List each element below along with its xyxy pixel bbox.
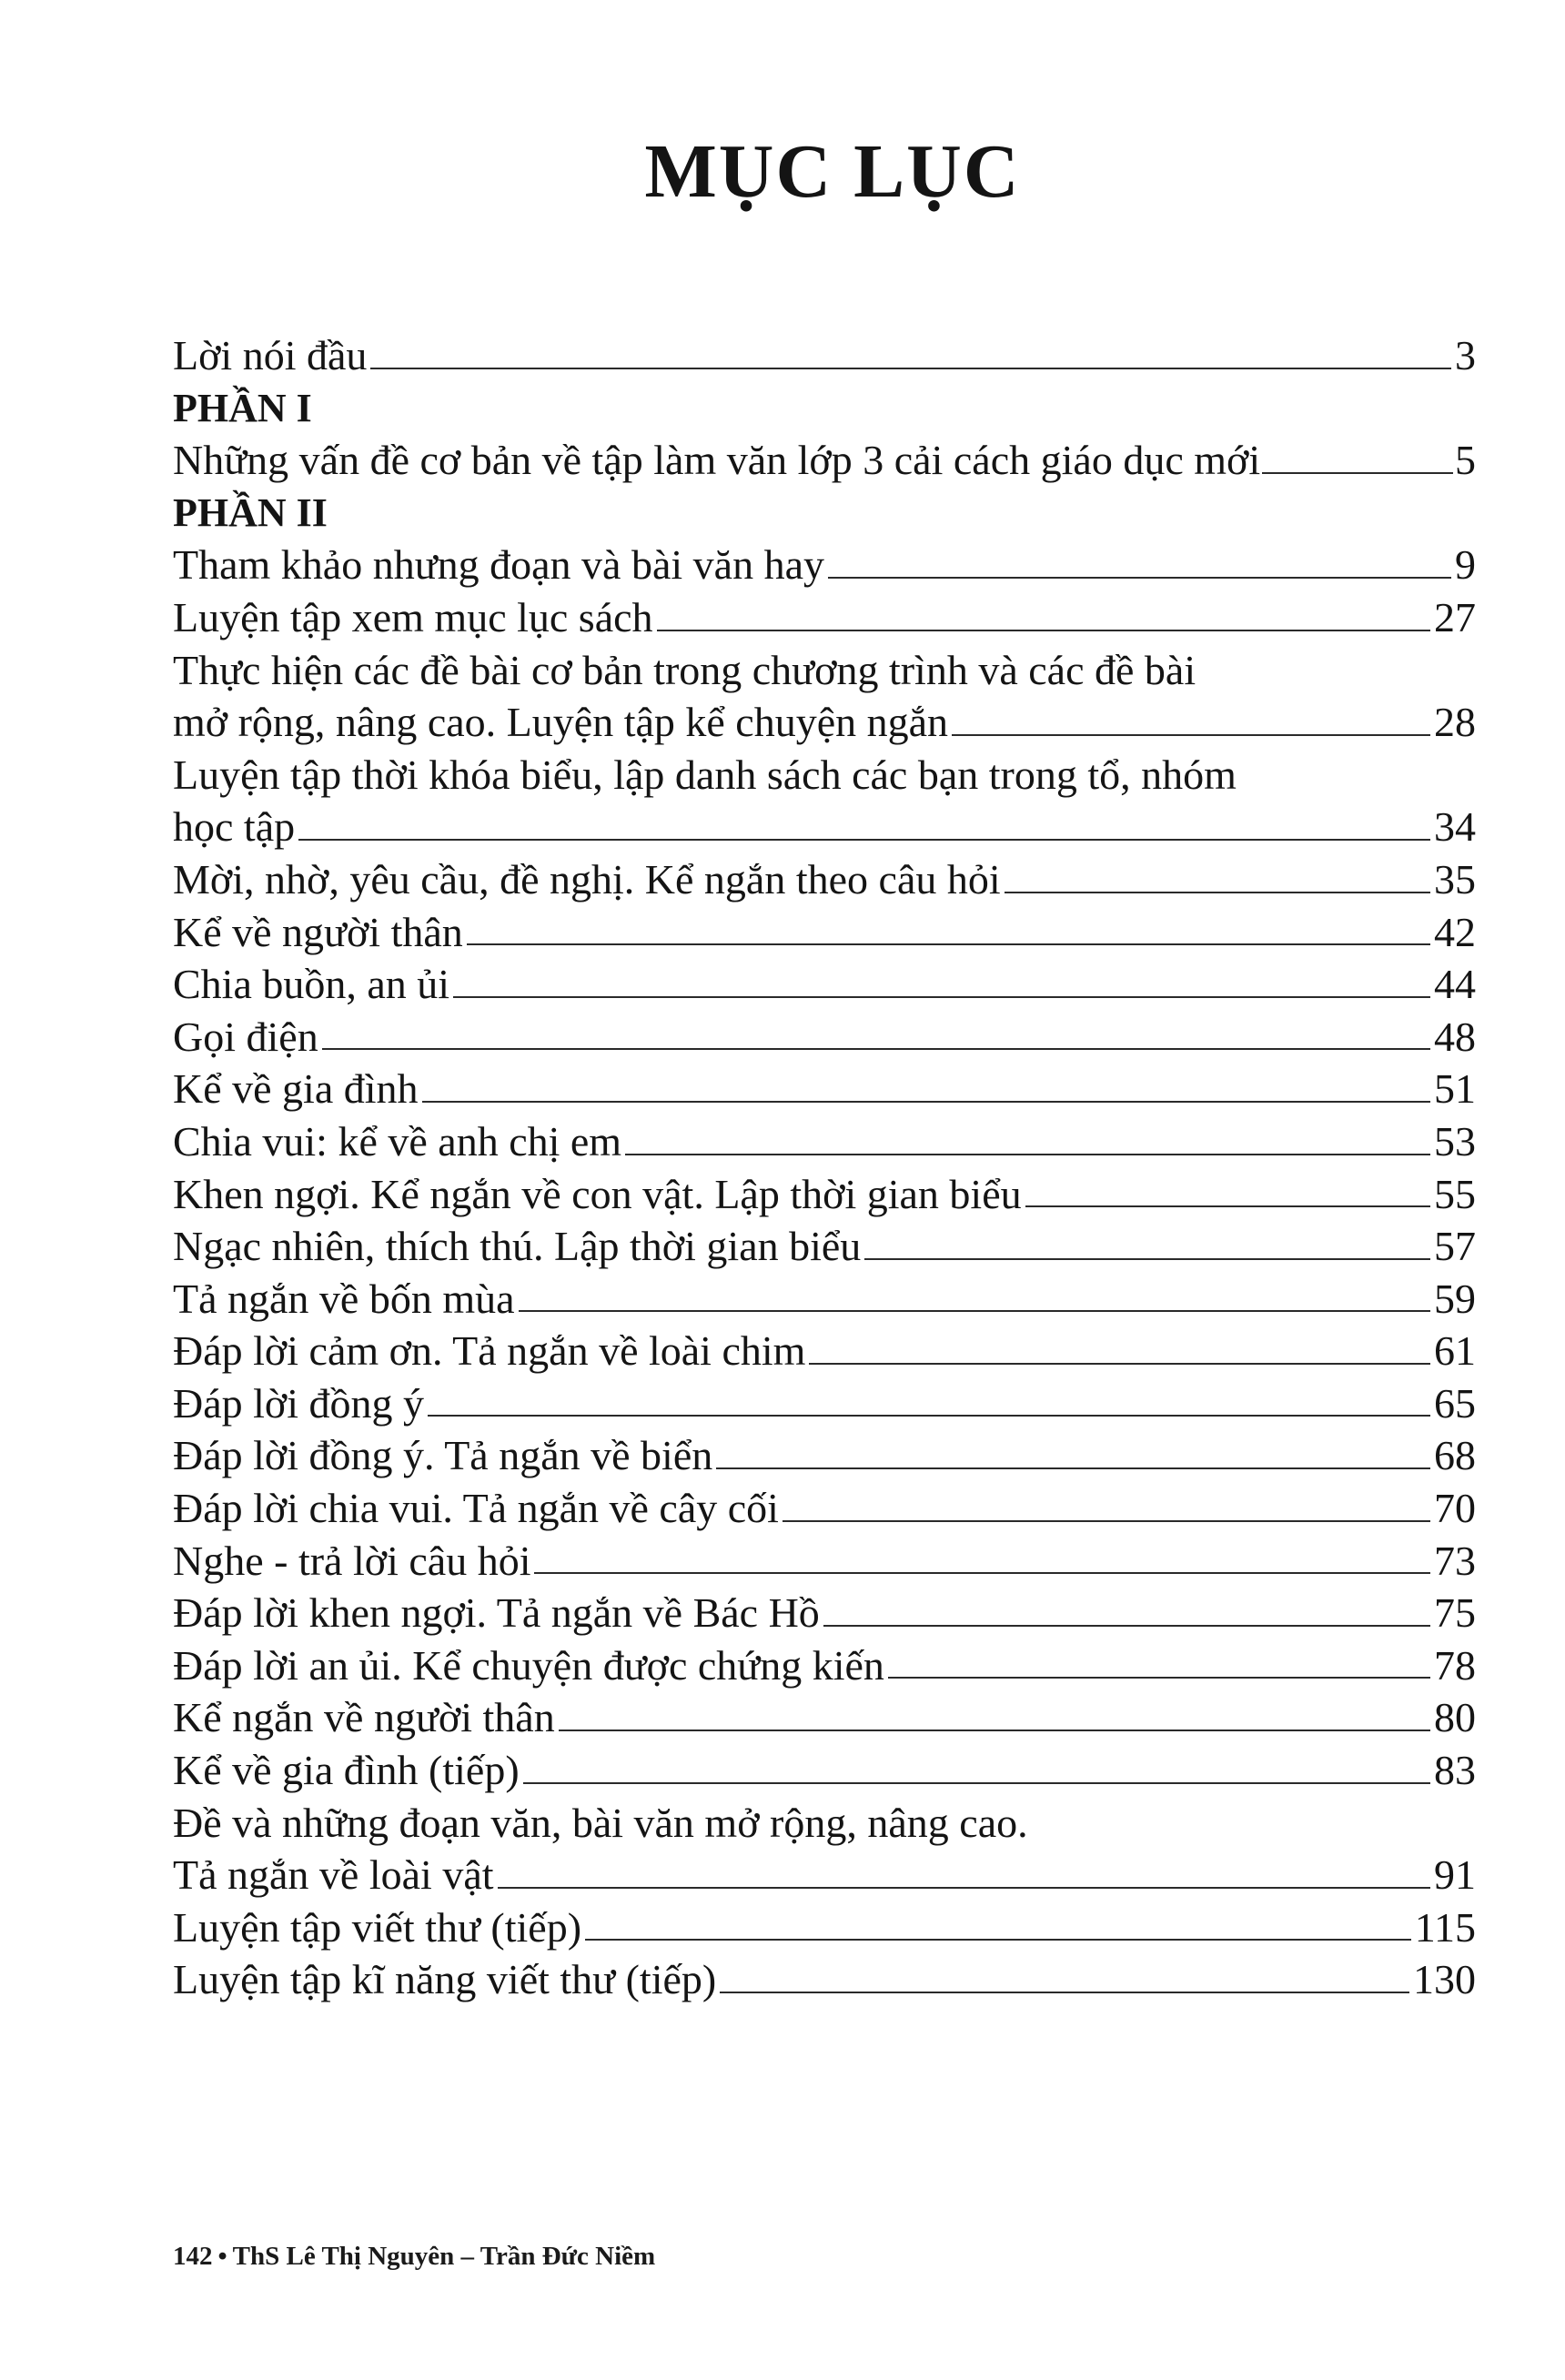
- toc-entry: [173, 1953, 1476, 2006]
- toc-entry-page: 28: [1434, 699, 1476, 746]
- toc-entry-page: 80: [1434, 1694, 1476, 1741]
- toc-entry-label: Kể về người thân: [173, 908, 463, 955]
- toc-entry: [173, 539, 1476, 591]
- toc-entry: [173, 434, 1476, 487]
- toc-entry-page: 68: [1434, 1432, 1476, 1479]
- toc-entry: [173, 801, 1476, 853]
- leader-line: [453, 996, 1430, 998]
- toc-entry-label: Kể về gia đình (tiếp): [173, 1747, 520, 1794]
- toc-entry: [173, 1168, 1476, 1221]
- toc-entry-page: 48: [1434, 1013, 1476, 1060]
- toc-entry-page: 70: [1434, 1485, 1476, 1532]
- toc-entry-label: Đáp lời đồng ý. Tả ngắn về biển: [173, 1432, 713, 1479]
- toc-entry-page: 83: [1434, 1747, 1476, 1794]
- leader-line: [523, 1782, 1430, 1784]
- leader-line: [370, 368, 1451, 369]
- toc-section-heading: [173, 382, 1476, 435]
- table-of-contents: [173, 329, 1476, 2006]
- toc-entry: [173, 1639, 1476, 1692]
- toc-entry-label: Gọi điện: [173, 1013, 318, 1060]
- leader-line: [888, 1677, 1430, 1679]
- toc-entry: [173, 591, 1476, 644]
- leader-line: [422, 1101, 1430, 1103]
- section-label: PHẦN I: [173, 385, 312, 430]
- toc-entry-label: mở rộng, nâng cao. Luyện tập kể chuyện ngắn: [173, 699, 949, 746]
- toc-entry-page: 3: [1455, 332, 1476, 378]
- leader-line: [720, 1992, 1409, 1993]
- toc-entry: [173, 1587, 1476, 1639]
- toc-entry-page: 75: [1434, 1589, 1476, 1637]
- leader-line: [716, 1467, 1430, 1469]
- toc-entry: [173, 853, 1476, 906]
- toc-entry-label: Nghe - trả lời câu hỏi: [173, 1537, 531, 1584]
- leader-line: [498, 1887, 1430, 1889]
- toc-entry-label: Luyện tập thời khóa biểu, lập danh sách các bạn trong tổ, nhóm: [173, 751, 1237, 798]
- toc-entry-label: Tham khảo nhưng đoạn và bài văn hay: [173, 541, 825, 589]
- toc-entry-page: 9: [1455, 541, 1476, 589]
- leader-line: [823, 1625, 1430, 1627]
- toc-entry-page: 35: [1434, 855, 1476, 903]
- toc-entry: [173, 1063, 1476, 1115]
- leader-line: [1025, 1205, 1430, 1207]
- toc-entry: [173, 1220, 1476, 1273]
- toc-section-heading: [173, 487, 1476, 540]
- toc-entry: [173, 906, 1476, 959]
- toc-entry-label: Đề và những đoạn văn, bài văn mở rộng, nâng cao.: [173, 1799, 1028, 1846]
- toc-entry-first-line: [173, 1797, 1476, 1850]
- toc-entry-page: 65: [1434, 1379, 1476, 1427]
- footer-authors: ThS Lê Thị Nguyên – Trần Đức Niềm: [232, 2242, 656, 2271]
- toc-entry: [173, 1273, 1476, 1326]
- toc-entry-label: Luyện tập kĩ năng viết thư (tiếp): [173, 1956, 717, 2003]
- page-title: MỤC LỤC: [644, 129, 1021, 214]
- page-footer: [173, 2242, 655, 2272]
- toc-entry-label: học tập: [173, 803, 296, 851]
- leader-line: [585, 1939, 1411, 1941]
- leader-line: [1262, 472, 1453, 474]
- toc-entry-label: Lời nói đầu: [173, 332, 368, 378]
- toc-entry-page: 130: [1413, 1956, 1476, 2003]
- toc-entry-page: 78: [1434, 1641, 1476, 1689]
- toc-entry: [173, 1691, 1476, 1744]
- toc-entry: [173, 1115, 1476, 1168]
- toc-entry-label: Những vấn đề cơ bản về tập làm văn lớp 3 cải cách giáo dục mới: [173, 437, 1261, 484]
- toc-entry-page: 42: [1434, 908, 1476, 955]
- toc-entry: [173, 696, 1476, 749]
- toc-entry-label: Tả ngắn về bốn mùa: [173, 1275, 515, 1322]
- toc-entry: [173, 1482, 1476, 1535]
- toc-entry: [173, 1325, 1476, 1377]
- leader-line: [322, 1048, 1430, 1050]
- leader-line: [534, 1572, 1430, 1574]
- toc-entry-page: 51: [1434, 1065, 1476, 1113]
- toc-entry-label: Ngạc nhiên, thích thú. Lập thời gian biểu: [173, 1223, 862, 1270]
- leader-line: [864, 1258, 1430, 1260]
- leader-line: [519, 1310, 1430, 1312]
- toc-entry-page: 61: [1434, 1327, 1476, 1375]
- toc-entry-label: Đáp lời khen ngợi. Tả ngắn về Bác Hồ: [173, 1589, 820, 1637]
- toc-entry-label: Tả ngắn về loài vật: [173, 1851, 494, 1899]
- toc-entry: [173, 1377, 1476, 1430]
- toc-entry-label: Chia buồn, an ủi: [173, 961, 450, 1008]
- toc-entry: [173, 958, 1476, 1011]
- leader-line: [625, 1154, 1430, 1155]
- leader-line: [467, 943, 1430, 945]
- toc-entry-label: Thực hiện các đề bài cơ bản trong chương trình và các đề bài: [173, 646, 1196, 693]
- toc-entry: [173, 1849, 1476, 1901]
- toc-entry: [173, 1744, 1476, 1797]
- leader-line: [1005, 892, 1430, 893]
- toc-entry-page: 27: [1434, 593, 1476, 640]
- toc-entry-label: Mời, nhờ, yêu cầu, đề nghị. Kể ngắn theo câu hỏi: [173, 855, 1001, 903]
- toc-entry: [173, 1011, 1476, 1064]
- toc-entry-label: Luyện tập xem mục lục sách: [173, 593, 653, 640]
- toc-entry-page: 34: [1434, 803, 1476, 851]
- leader-line: [782, 1520, 1430, 1522]
- leader-line: [559, 1730, 1430, 1731]
- toc-entry-label: Khen ngợi. Kể ngắn về con vật. Lập thời gian biểu: [173, 1170, 1022, 1217]
- leader-line: [828, 577, 1451, 579]
- toc-entry-label: Đáp lời cảm ơn. Tả ngắn về loài chim: [173, 1327, 806, 1375]
- toc-entry-page: 53: [1434, 1117, 1476, 1165]
- toc-entry-page: 57: [1434, 1223, 1476, 1270]
- section-label: PHẦN II: [173, 489, 328, 535]
- toc-entry: [173, 1535, 1476, 1588]
- leader-line: [428, 1415, 1430, 1417]
- toc-entry-label: Kể ngắn về người thân: [173, 1694, 555, 1741]
- toc-entry-label: Chia vui: kể về anh chị em: [173, 1117, 622, 1165]
- toc-entry-label: Đáp lời đồng ý: [173, 1379, 425, 1427]
- toc-entry-page: 59: [1434, 1275, 1476, 1322]
- toc-entry-label: Kể về gia đình: [173, 1065, 419, 1113]
- toc-entry-first-line: [173, 644, 1476, 697]
- leader-line: [952, 734, 1430, 736]
- toc-entry-page: 44: [1434, 961, 1476, 1008]
- toc-entry-page: 73: [1434, 1537, 1476, 1584]
- toc-entry: [173, 1901, 1476, 1954]
- leader-line: [809, 1363, 1430, 1365]
- toc-entry: [173, 329, 1476, 382]
- toc-entry-page: 55: [1434, 1170, 1476, 1217]
- footer-page-number: 142: [173, 2242, 213, 2271]
- footer-bullet: •: [217, 2242, 227, 2271]
- toc-entry-label: Đáp lời chia vui. Tả ngắn về cây cối: [173, 1485, 779, 1532]
- toc-entry: [173, 1429, 1476, 1482]
- toc-entry-page: 115: [1414, 1903, 1476, 1951]
- toc-entry-page: 91: [1434, 1851, 1476, 1899]
- toc-entry-label: Luyện tập viết thư (tiếp): [173, 1903, 582, 1951]
- toc-entry-label: Đáp lời an ủi. Kể chuyện được chứng kiến: [173, 1641, 884, 1689]
- leader-line: [657, 630, 1430, 631]
- toc-entry-page: 5: [1455, 437, 1476, 484]
- leader-line: [298, 839, 1430, 841]
- toc-entry-first-line: [173, 749, 1476, 802]
